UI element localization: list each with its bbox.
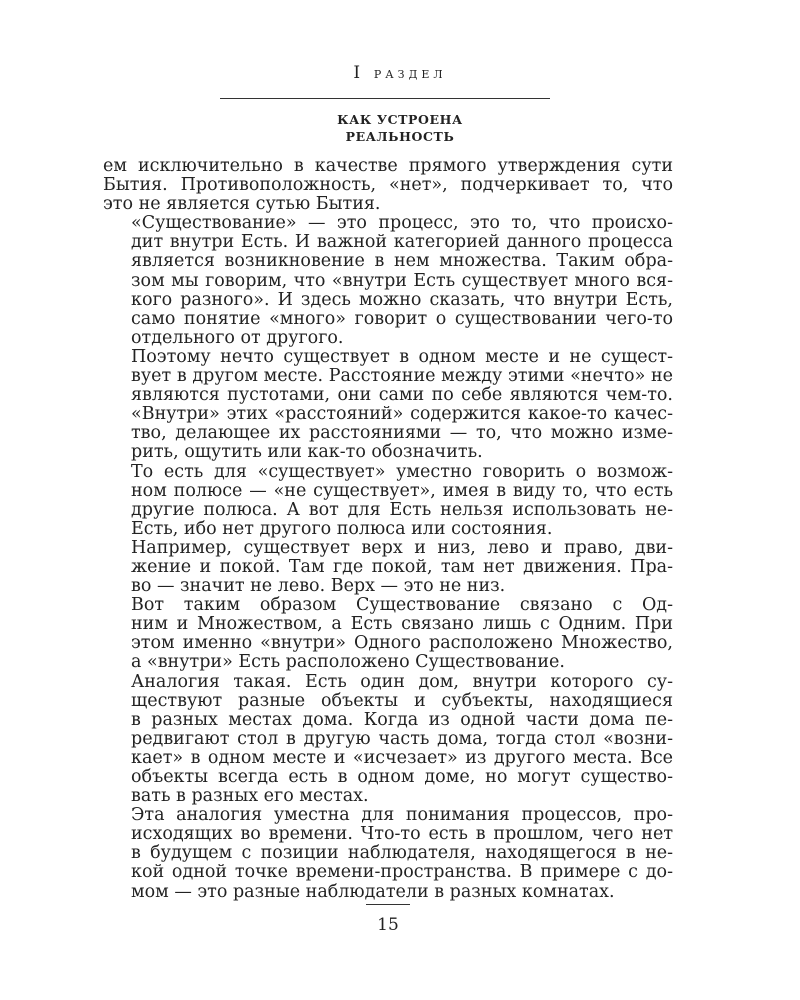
paragraph bbox=[103, 539, 673, 596]
text-line: другие полюса. А вот для Есть нельзя использовать не- bbox=[131, 500, 673, 520]
text-line: объекты всегда есть в одном доме, но могут существо- bbox=[131, 768, 673, 787]
chapter-title-line-2: РЕАЛЬНОСТЬ bbox=[345, 129, 455, 144]
text-line: ществуют разные объекты и субъекты, находящиеся bbox=[131, 691, 673, 711]
page-number: 15 bbox=[377, 915, 399, 935]
text-line: редвигают стол в другую часть дома, тогда стол «возни- bbox=[131, 729, 673, 749]
paragraph bbox=[103, 214, 673, 348]
footer-divider bbox=[366, 904, 410, 905]
text-line: То есть для «существует» уместно говорить о возмож- bbox=[131, 462, 673, 482]
text-line: кой одной точке времени-пространства. В примере с до- bbox=[131, 863, 673, 883]
text-line: «Существование» — это процесс, это то, что происхо- bbox=[131, 214, 673, 234]
paragraph bbox=[103, 806, 673, 901]
text-line: являются пустотами, они сами по себе являются чем-то. bbox=[131, 386, 673, 406]
paragraph bbox=[103, 673, 673, 807]
text-line: этом именно «внутри» Одного расположено Множество, bbox=[131, 634, 673, 654]
text-line: само понятие «много» говорит о существовании чего-то bbox=[131, 309, 673, 329]
text-line: кает» в одном месте и «исчезает» из другого места. Все bbox=[131, 748, 673, 768]
text-line: это не является сутью Бытия. bbox=[103, 195, 381, 215]
text-line: рить, ощутить или как-то обозначить. bbox=[131, 443, 483, 463]
chapter-title-line-1: КАК УСТРОЕНА bbox=[337, 112, 463, 127]
section-numeral: I bbox=[353, 63, 361, 83]
text-line: «Внутри» этих «расстояний» содержится какое-то качес- bbox=[131, 405, 673, 425]
text-line: жение и покой. Там где покой, там нет движения. Пра- bbox=[131, 557, 673, 577]
paragraph bbox=[103, 463, 673, 539]
text-line: зом мы говорим, что «внутри Есть существует много вся- bbox=[131, 271, 673, 291]
text-line: Аналогия такая. Есть один дом, внутри которого су- bbox=[131, 672, 673, 692]
text-line: исходящих во времени. Что-то есть в прошлом, чего нет bbox=[131, 825, 673, 845]
text-line: вует в другом месте. Расстояние между этими «нечто» не bbox=[131, 367, 673, 387]
chapter-title bbox=[0, 111, 800, 145]
text-line: в будущем с позиции наблюдателя, находящегося в не- bbox=[131, 844, 673, 864]
text-line: а «внутри» Есть расположено Существование. bbox=[131, 653, 565, 673]
text-line: отдельного от другого. bbox=[131, 328, 344, 348]
text-line: в разных местах дома. Когда из одной части дома пе- bbox=[131, 710, 673, 730]
text-line: Например, существует верх и низ, лево и право, дви- bbox=[131, 538, 673, 558]
text-line: ном полюсе — «не существует», имея в виду то, что есть bbox=[131, 481, 673, 501]
text-line: Есть, ибо нет другого полюса или состояния. bbox=[131, 519, 553, 539]
header-divider bbox=[220, 98, 550, 99]
body-text bbox=[103, 157, 673, 902]
section-word: РАЗДЕЛ bbox=[373, 68, 447, 81]
text-line: ним и Множеством, а Есть связано лишь с Одним. При bbox=[131, 615, 673, 635]
text-line: вать в разных его местах. bbox=[131, 787, 369, 807]
running-header bbox=[0, 63, 800, 83]
text-line: Вот таким образом Существование связано с Од- bbox=[131, 596, 673, 616]
text-line: кого разного». И здесь можно сказать, что внутри Есть, bbox=[131, 290, 673, 310]
text-line: во — значит не лево. Верх — это не низ. bbox=[131, 577, 506, 597]
text-line: является возникновение в нем множества. Таким обра- bbox=[131, 252, 673, 272]
text-line: тво, делающее их расстояниями — то, что можно изме- bbox=[131, 424, 673, 444]
text-line: дит внутри Есть. И важной категорией данного процесса bbox=[131, 233, 673, 253]
text-line: Поэтому нечто существует в одном месте и не сущест- bbox=[131, 347, 673, 367]
text-line: ем исключительно в качестве прямого утверждения сути bbox=[103, 157, 673, 176]
paragraph bbox=[103, 596, 673, 672]
text-line: мом — это разные наблюдатели в разных комнатах. bbox=[131, 882, 615, 902]
text-line: Бытия. Противоположность, «нет», подчеркивает то, что bbox=[103, 176, 673, 196]
paragraph bbox=[103, 157, 673, 214]
text-line: Эта аналогия уместна для понимания процессов, про- bbox=[131, 806, 673, 826]
paragraph bbox=[103, 348, 673, 463]
